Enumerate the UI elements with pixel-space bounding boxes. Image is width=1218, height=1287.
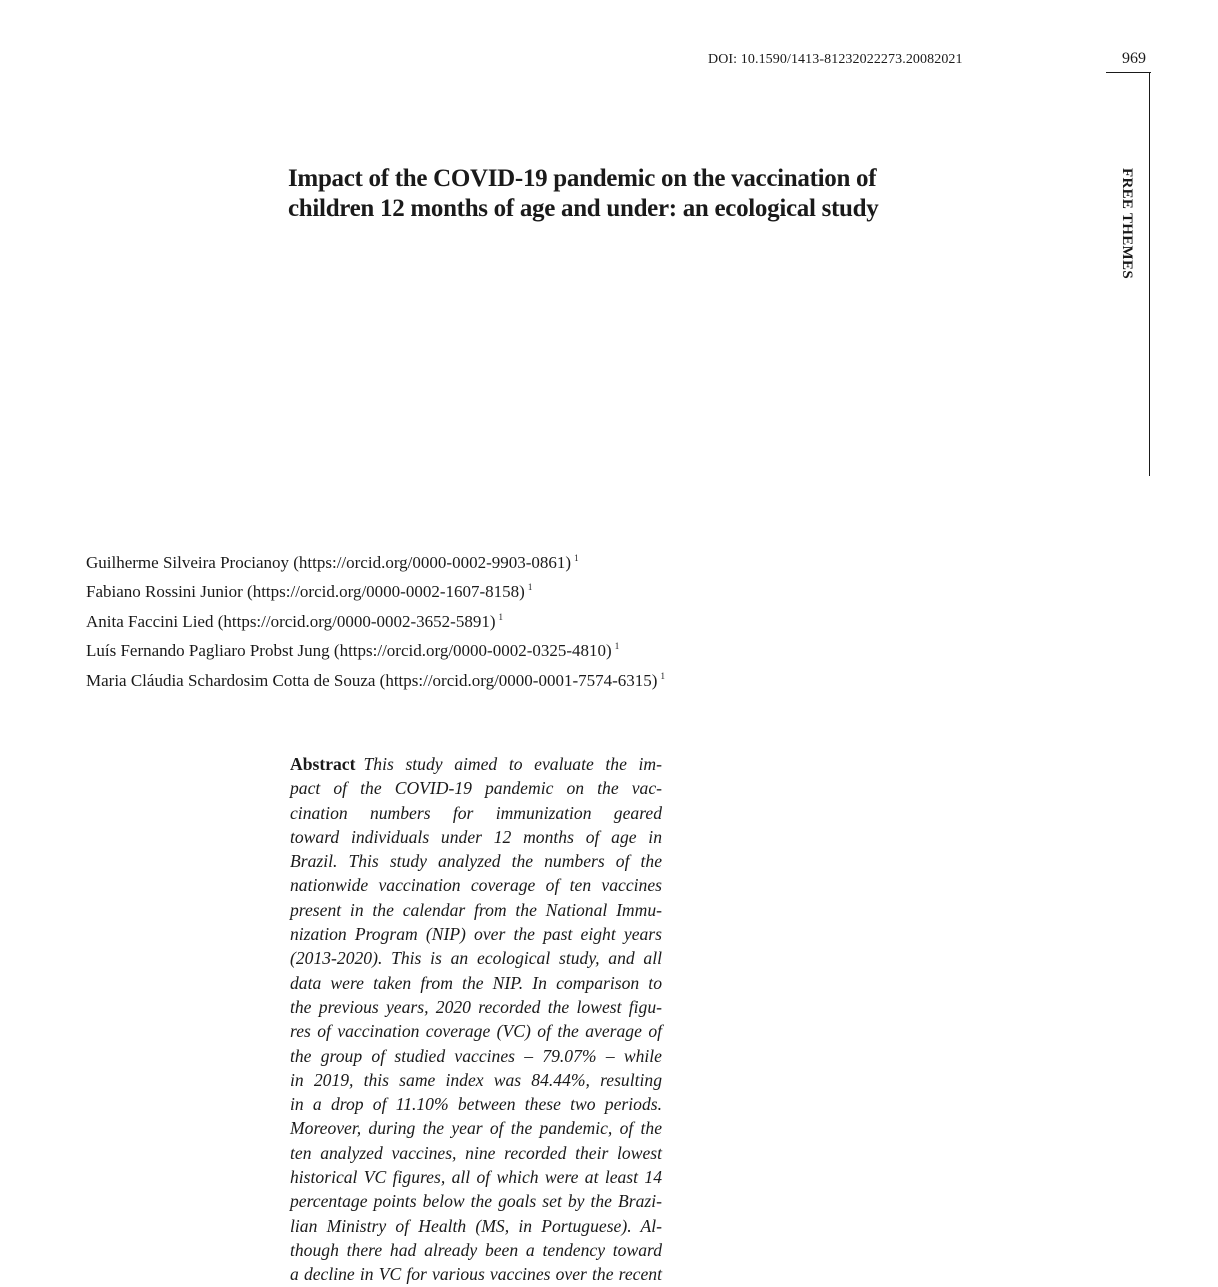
author-name-orcid: Anita Faccini Lied (https://orcid.org/0000-0002-3652-5891) [86, 611, 496, 631]
author-item [86, 634, 665, 663]
abstract-line: res of vaccination coverage (VC) of the average of [290, 1021, 662, 1042]
side-rule [1149, 72, 1150, 476]
affiliation-mark: 1 [660, 670, 665, 681]
abstract-line: in 2019, this same index was 84.44%, resulting [290, 1069, 662, 1090]
header-rule [1106, 72, 1151, 73]
doi-label: DOI: 10.1590/1413-81232022273.20082021 [708, 52, 963, 67]
abstract-line: a decline in VC for various vaccines over the recent [290, 1264, 662, 1285]
author-list [86, 546, 665, 693]
abstract-text: This study aimed to evaluate the im- [363, 754, 662, 774]
abstract-line: pact of the COVID-19 pandemic on the vac- [290, 778, 662, 799]
author-item [86, 575, 665, 604]
abstract-line: in a drop of 11.10% between these two periods. [290, 1094, 662, 1115]
author-name-orcid: Luís Fernando Pagliaro Probst Jung (https://orcid.org/0000-0002-0325-4810) [86, 641, 612, 661]
author-item [86, 546, 665, 575]
abstract-line: though there had already been a tendency toward [290, 1239, 662, 1260]
title-line: children 12 months of age and under: an ecological study [288, 195, 879, 222]
abstract-label: Abstract [290, 754, 356, 774]
section-label: FREE THEMES [1119, 168, 1135, 279]
abstract-line: ten analyzed vaccines, nine recorded their lowest [290, 1142, 662, 1163]
abstract-line: toward individuals under 12 months of age in [290, 826, 662, 847]
affiliation-mark: 1 [527, 582, 533, 593]
author-item [86, 605, 665, 634]
abstract-line [290, 752, 662, 776]
abstract-line: lian Ministry of Health (MS, in Portuguese). Al- [290, 1215, 662, 1236]
affiliation-mark: 1 [498, 611, 504, 622]
affiliation-mark: 1 [574, 553, 579, 563]
article-title [288, 164, 878, 224]
author-name-orcid: Maria Cláudia Schardosim Cotta de Souza (https://orcid.org/0000-0001-7574-6315) [86, 670, 658, 690]
abstract-line: Moreover, during the year of the pandemic, of the [290, 1118, 662, 1139]
affiliation-mark: 1 [614, 641, 620, 652]
abstract-line: (2013-2020). This is an ecological study, and all [290, 948, 662, 969]
abstract-line: percentage points below the goals set by the Brazi- [290, 1191, 662, 1212]
abstract-line: cination numbers for immunization geared [290, 802, 662, 823]
abstract-line: the group of studied vaccines – 79.07% – while [290, 1045, 662, 1066]
author-name-orcid: Guilherme Silveira Procianoy (https://orcid.org/0000-0002-9903-0861) [86, 553, 572, 572]
abstract-line: the previous years, 2020 recorded the lowest figu- [290, 996, 662, 1017]
abstract-line: data were taken from the NIP. In comparison to [290, 972, 662, 993]
author-item [86, 664, 665, 693]
abstract [290, 752, 662, 1287]
abstract-line: historical VC figures, all of which were at least 14 [290, 1167, 662, 1188]
abstract-line: nization Program (NIP) over the past eight years [290, 924, 662, 945]
abstract-line: Brazil. This study analyzed the numbers of the [290, 851, 662, 872]
page-number: 969 [1122, 50, 1146, 67]
author-name-orcid: Fabiano Rossini Junior (https://orcid.org/0000-0002-1607-8158) [86, 582, 525, 602]
abstract-line: nationwide vaccination coverage of ten vaccines [290, 875, 662, 896]
title-line: Impact of the COVID-19 pandemic on the vaccination of [288, 165, 877, 192]
abstract-line: present in the calendar from the National Immu- [290, 899, 662, 920]
